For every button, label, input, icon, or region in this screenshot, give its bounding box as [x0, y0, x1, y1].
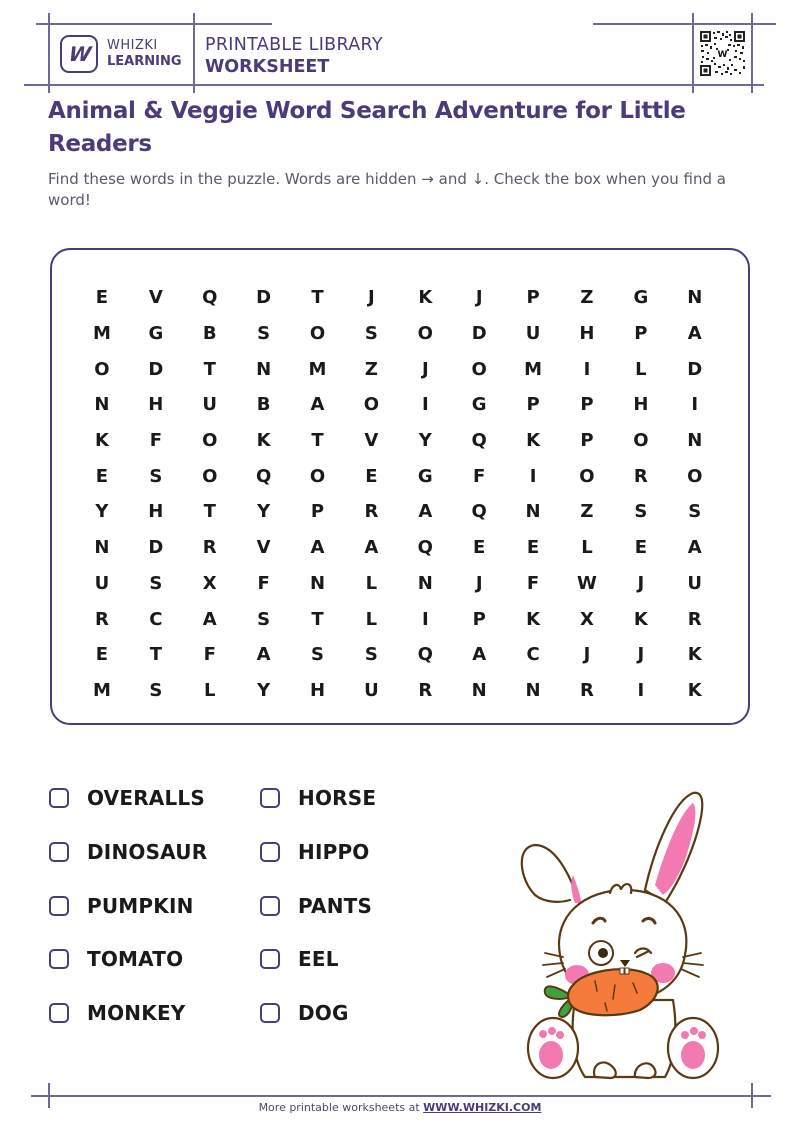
grid-cell[interactable]: R: [580, 679, 594, 701]
grid-cell[interactable]: O: [94, 358, 110, 380]
grid-cell[interactable]: I: [421, 394, 429, 416]
grid-cell[interactable]: H: [579, 323, 595, 345]
word-item: [260, 783, 376, 813]
grid-cell[interactable]: R: [418, 679, 433, 701]
grid-cell[interactable]: P: [526, 394, 540, 416]
grid-cell[interactable]: D: [148, 358, 164, 380]
word-label: PANTS: [298, 894, 373, 918]
grid-cell[interactable]: V: [256, 537, 271, 559]
grid-cell[interactable]: A: [687, 323, 702, 345]
grid-cell[interactable]: K: [94, 430, 109, 452]
grid-cell[interactable]: L: [365, 572, 378, 594]
grid-cell[interactable]: J: [421, 358, 429, 380]
grid-cell[interactable]: M: [308, 358, 327, 380]
grid-cell[interactable]: N: [94, 394, 110, 416]
grid-cell[interactable]: E: [526, 537, 540, 559]
grid-cell[interactable]: P: [526, 287, 540, 309]
grid-cell[interactable]: Q: [255, 465, 272, 487]
instructions: Find these words in the puzzle. Words are hidden → and ↓. Check the box when you find a word!: [48, 170, 726, 209]
grid-cell[interactable]: O: [417, 323, 433, 345]
grid-cell[interactable]: C: [149, 608, 163, 630]
qr-code-icon: [699, 30, 746, 77]
word-checkbox[interactable]: [49, 1003, 69, 1023]
grid-cell[interactable]: K: [687, 679, 702, 701]
frame-line: [751, 13, 753, 93]
grid-cell[interactable]: G: [148, 323, 164, 345]
footer: [0, 1101, 800, 1114]
grid-cell[interactable]: D: [471, 323, 487, 345]
bunny-illustration: [515, 785, 725, 1085]
grid-cell[interactable]: F: [473, 465, 486, 487]
grid-cell[interactable]: L: [203, 679, 216, 701]
frame-line: [24, 84, 764, 86]
footer-link[interactable]: WWW.WHIZKI.COM: [423, 1101, 542, 1114]
grid-cell[interactable]: T: [311, 287, 324, 309]
grid-cell[interactable]: Z: [364, 358, 378, 380]
grid-cell[interactable]: Y: [257, 501, 271, 523]
grid-cell[interactable]: Q: [417, 644, 433, 666]
grid-cell[interactable]: A: [310, 394, 325, 416]
grid-cell[interactable]: V: [148, 287, 163, 309]
grid-cell[interactable]: O: [471, 358, 487, 380]
grid-cell[interactable]: I: [637, 679, 645, 701]
frame-line: [31, 1095, 771, 1097]
grid-cell[interactable]: P: [472, 608, 486, 630]
grid-cell[interactable]: S: [257, 323, 271, 345]
word-checkbox[interactable]: [260, 1003, 280, 1023]
grid-cell[interactable]: E: [473, 537, 486, 559]
word-checkbox[interactable]: [260, 788, 280, 808]
brand-top: WHIZKI: [107, 38, 158, 53]
grid-cell[interactable]: O: [633, 430, 649, 452]
grid-cell[interactable]: A: [687, 537, 702, 559]
grid-cell[interactable]: I: [529, 465, 537, 487]
grid-cell[interactable]: I: [421, 608, 429, 630]
grid-cell[interactable]: O: [202, 465, 218, 487]
word-label: OVERALLS: [87, 786, 205, 810]
grid-cell[interactable]: K: [418, 287, 433, 309]
grid-cell[interactable]: Z: [580, 287, 594, 309]
grid-cell[interactable]: S: [257, 608, 271, 630]
word-label: PUMPKIN: [87, 894, 194, 918]
grid-cell[interactable]: Q: [417, 537, 433, 559]
grid-cell[interactable]: F: [526, 572, 540, 594]
grid-cell[interactable]: D: [148, 537, 164, 559]
grid-cell[interactable]: U: [525, 323, 541, 345]
word-label: MONKEY: [87, 1001, 186, 1025]
word-item: [260, 998, 349, 1028]
word-item: [49, 998, 186, 1028]
word-label: HIPPO: [298, 840, 370, 864]
grid-cell[interactable]: A: [202, 608, 217, 630]
grid-cell[interactable]: T: [203, 501, 216, 523]
grid-cell[interactable]: J: [583, 644, 591, 666]
grid-cell[interactable]: N: [525, 679, 541, 701]
grid-cell[interactable]: W: [577, 572, 597, 594]
grid-cell[interactable]: M: [524, 358, 543, 380]
grid-cell[interactable]: O: [579, 465, 595, 487]
word-item: [260, 837, 370, 867]
word-item: [260, 944, 339, 974]
whizki-logo: [60, 35, 98, 73]
section-label: PRINTABLE LIBRARY: [205, 35, 383, 55]
grid-cell[interactable]: F: [149, 430, 162, 452]
grid-cell[interactable]: N: [687, 287, 703, 309]
word-checkbox[interactable]: [260, 949, 280, 969]
grid-cell[interactable]: J: [368, 287, 375, 309]
grid-cell[interactable]: M: [92, 679, 111, 701]
grid-cell[interactable]: A: [472, 644, 487, 666]
word-item: [49, 783, 205, 813]
grid-cell[interactable]: E: [95, 287, 109, 309]
grid-cell[interactable]: P: [580, 394, 594, 416]
grid-cell[interactable]: F: [257, 572, 270, 594]
grid-cell[interactable]: Z: [580, 501, 594, 523]
header-section: [205, 34, 383, 78]
grid-cell[interactable]: R: [633, 465, 648, 487]
grid-cell[interactable]: G: [633, 287, 649, 309]
grid-cell[interactable]: N: [471, 679, 487, 701]
grid-cell[interactable]: A: [364, 537, 379, 559]
word-label: HORSE: [298, 786, 377, 810]
frame-line: [692, 13, 694, 93]
svg-text:W: W: [717, 50, 728, 60]
grid-cell[interactable]: A: [418, 501, 433, 523]
grid-cell[interactable]: Y: [257, 679, 271, 701]
grid-cell[interactable]: O: [309, 323, 326, 345]
grid-cell[interactable]: N: [687, 430, 703, 452]
grid-cell[interactable]: N: [417, 572, 433, 594]
grid-cell[interactable]: S: [149, 679, 163, 701]
section-type: WORKSHEET: [205, 57, 330, 77]
grid-cell[interactable]: S: [149, 465, 163, 487]
grid-cell[interactable]: U: [364, 679, 379, 701]
grid-cell[interactable]: G: [471, 394, 487, 416]
grid-cell[interactable]: C: [526, 644, 540, 666]
grid-cell[interactable]: E: [95, 644, 109, 666]
grid-cell[interactable]: S: [149, 572, 163, 594]
grid-cell[interactable]: J: [475, 572, 483, 594]
grid-cell[interactable]: J: [637, 572, 645, 594]
grid-cell[interactable]: A: [310, 537, 325, 559]
grid-cell[interactable]: X: [202, 572, 217, 594]
grid-cell[interactable]: S: [364, 323, 378, 345]
grid-cell[interactable]: Q: [471, 501, 487, 523]
word-label: EEL: [298, 947, 339, 971]
word-item: [260, 891, 372, 921]
grid-cell[interactable]: B: [256, 394, 271, 416]
grid-cell[interactable]: M: [92, 323, 111, 345]
grid-cell[interactable]: N: [309, 572, 326, 594]
word-item: [49, 944, 183, 974]
grid-cell[interactable]: V: [364, 430, 379, 452]
grid-cell[interactable]: T: [311, 430, 324, 452]
grid-cell[interactable]: K: [687, 644, 702, 666]
word-label: DINOSAUR: [87, 840, 208, 864]
word-checkbox[interactable]: [260, 896, 280, 916]
grid-cell[interactable]: K: [633, 608, 648, 630]
word-checkbox[interactable]: [260, 842, 280, 862]
grid-cell[interactable]: L: [365, 608, 378, 630]
grid-cell[interactable]: L: [635, 358, 647, 380]
worksheet-title: Animal & Veggie Word Search Adventure for Little Readers: [48, 98, 686, 157]
grid-cell[interactable]: S: [364, 644, 378, 666]
grid-cell[interactable]: E: [634, 537, 647, 559]
grid-cell[interactable]: R: [364, 501, 379, 523]
grid-cell[interactable]: T: [311, 608, 324, 630]
grid-cell[interactable]: G: [417, 465, 433, 487]
frame-line: [593, 23, 776, 25]
grid-cell[interactable]: S: [634, 501, 648, 523]
word-checkbox[interactable]: [49, 842, 69, 862]
grid-cell[interactable]: N: [94, 537, 110, 559]
grid-cell[interactable]: O: [309, 465, 326, 487]
word-checkbox[interactable]: [49, 788, 69, 808]
grid-cell[interactable]: U: [687, 572, 703, 594]
grid-cell[interactable]: Q: [202, 287, 218, 309]
footer-text: More printable worksheets at: [258, 1101, 424, 1114]
grid-cell[interactable]: H: [633, 394, 649, 416]
grid-cell[interactable]: O: [363, 394, 380, 416]
grid-cell[interactable]: H: [148, 394, 164, 416]
grid-cell[interactable]: E: [95, 465, 109, 487]
grid-cell[interactable]: I: [583, 358, 591, 380]
grid-cell[interactable]: T: [149, 644, 162, 666]
grid-cell[interactable]: R: [95, 608, 109, 630]
grid-cell[interactable]: J: [475, 287, 483, 309]
grid-cell[interactable]: P: [310, 501, 325, 523]
grid-cell[interactable]: K: [526, 430, 541, 452]
grid-cell[interactable]: J: [637, 644, 645, 666]
grid-cell[interactable]: F: [203, 644, 216, 666]
grid-cell[interactable]: Y: [418, 430, 432, 452]
grid-cell[interactable]: I: [691, 394, 699, 416]
grid-cell[interactable]: K: [526, 608, 541, 630]
word-label: DOG: [298, 1001, 349, 1025]
grid-cell[interactable]: U: [94, 572, 110, 594]
brand-bottom: LEARNING: [107, 54, 182, 69]
grid-cell[interactable]: R: [687, 608, 702, 630]
word-checkbox[interactable]: [49, 896, 69, 916]
brand-name: [107, 38, 182, 70]
grid-cell[interactable]: P: [580, 430, 594, 452]
grid-cell[interactable]: Q: [471, 430, 487, 452]
grid-cell[interactable]: L: [581, 537, 593, 559]
frame-line: [36, 23, 272, 25]
grid-cell[interactable]: H: [148, 501, 164, 523]
grid-cell[interactable]: X: [580, 608, 594, 630]
grid-cell[interactable]: P: [634, 323, 648, 345]
grid-cell[interactable]: D: [687, 358, 703, 380]
grid-cell[interactable]: S: [688, 501, 702, 523]
grid-cell[interactable]: U: [202, 394, 218, 416]
word-item: [49, 891, 194, 921]
grid-cell[interactable]: B: [202, 323, 217, 345]
word-search-grid: [75, 280, 725, 708]
grid-cell[interactable]: T: [203, 358, 216, 380]
grid-cell[interactable]: S: [311, 644, 324, 666]
grid-cell[interactable]: K: [256, 430, 271, 452]
word-checkbox[interactable]: [49, 949, 69, 969]
frame-line: [193, 13, 195, 93]
grid-cell[interactable]: N: [525, 501, 541, 523]
logo-w-icon: W: [67, 42, 91, 66]
grid-cell[interactable]: D: [256, 287, 272, 309]
grid-cell[interactable]: N: [256, 358, 272, 380]
frame-line: [48, 13, 50, 93]
grid-cell[interactable]: A: [256, 644, 271, 666]
grid-cell[interactable]: H: [309, 679, 326, 701]
word-label: TOMATO: [87, 947, 184, 971]
grid-cell[interactable]: O: [687, 465, 703, 487]
grid-cell[interactable]: R: [202, 537, 217, 559]
grid-cell[interactable]: Y: [95, 501, 109, 523]
word-item: [49, 837, 207, 867]
grid-cell[interactable]: O: [202, 430, 218, 452]
grid-cell[interactable]: E: [365, 465, 378, 487]
